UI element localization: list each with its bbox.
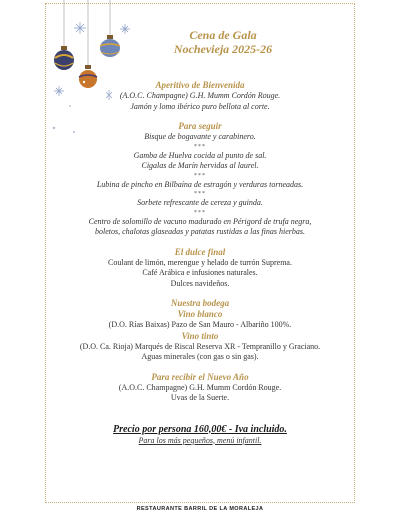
menu-line: Jamón y lomo ibérico puro bellota al corte. <box>130 101 270 111</box>
section-aperitivo <box>48 80 352 112</box>
wine-white-title: Vino blanco <box>177 309 223 319</box>
section-title: El dulce final <box>174 246 226 257</box>
section-nuevo-ano <box>48 372 352 404</box>
section-title: Nuestra bodega <box>170 298 230 308</box>
separator: *** <box>194 172 206 179</box>
wine-red-title: Vino tinto <box>181 330 219 341</box>
menu-line: Uvas de la Suerte. <box>170 393 230 402</box>
menu-line: Dulces navideños. <box>170 278 230 288</box>
menu-line: (D.O. Ca. Rioja) Marqués de Riscal Reserva XR - Tempranillo y Graciano. <box>79 341 321 351</box>
section-title: Para recibir el Nuevo Año <box>151 371 249 382</box>
menu-line: Cigalas de Marín hervidas al laurel. <box>141 161 259 170</box>
price-per-person: Precio por persona 160,00€ - Iva incluido. <box>113 423 287 435</box>
menu-line: Aguas minerales (con gas o sin gas). <box>141 352 259 361</box>
menu-line: Café Arábica e infusiones naturales. <box>142 268 258 277</box>
title-line-1: Cena de Gala <box>189 28 257 42</box>
menu-line: Coulant de limón, merengue y helado de turrón Suprema. <box>108 257 292 267</box>
separator: *** <box>194 191 206 197</box>
menu-line: Centro de solomillo de vacuno madurado en Périgord de trufa negra, <box>88 216 312 226</box>
menu-line: Bisque de bogavante y carabinero. <box>144 132 256 141</box>
menu-line: Lubina de pincho en Bilbaína de estragón y verduras torneadas. <box>96 179 304 189</box>
kids-menu-note: Para los más pequeños, menú infantil. <box>138 435 262 445</box>
section-dulce-final <box>48 247 352 290</box>
restaurant-name: RESTAURANTE BARRIL DE LA MORALEJA <box>136 506 264 512</box>
menu-line: Sorbete refrescante de cereza y guinda. <box>137 198 263 207</box>
section-bodega <box>48 298 352 363</box>
section-para-seguir <box>48 121 352 238</box>
menu-line: (A.O.C. Champagne) G.H. Mumm Cordón Rouge. <box>119 91 281 100</box>
section-title: Aperitivo de Bienvenida <box>155 80 245 90</box>
separator: *** <box>194 209 206 216</box>
menu-line: Gamba de Huelva cocida al punto de sal. <box>133 150 267 160</box>
menu-content <box>48 28 352 446</box>
section-title: Para seguir <box>178 121 222 131</box>
menu-line: (D.O. Rías Baixas) Pazo de San Mauro - Albariño 100%. <box>108 320 292 329</box>
separator: *** <box>194 143 206 150</box>
menu-title <box>98 28 348 56</box>
title-line-2: Nochevieja 2025-26 <box>173 42 273 56</box>
menu-line: boletos, chalotas glaseadas y patatas rustidas a las finas hierbas. <box>94 227 305 236</box>
menu-line: (A.O.C. Champagne) G.H. Mumm Cordón Rouge. <box>118 382 282 392</box>
